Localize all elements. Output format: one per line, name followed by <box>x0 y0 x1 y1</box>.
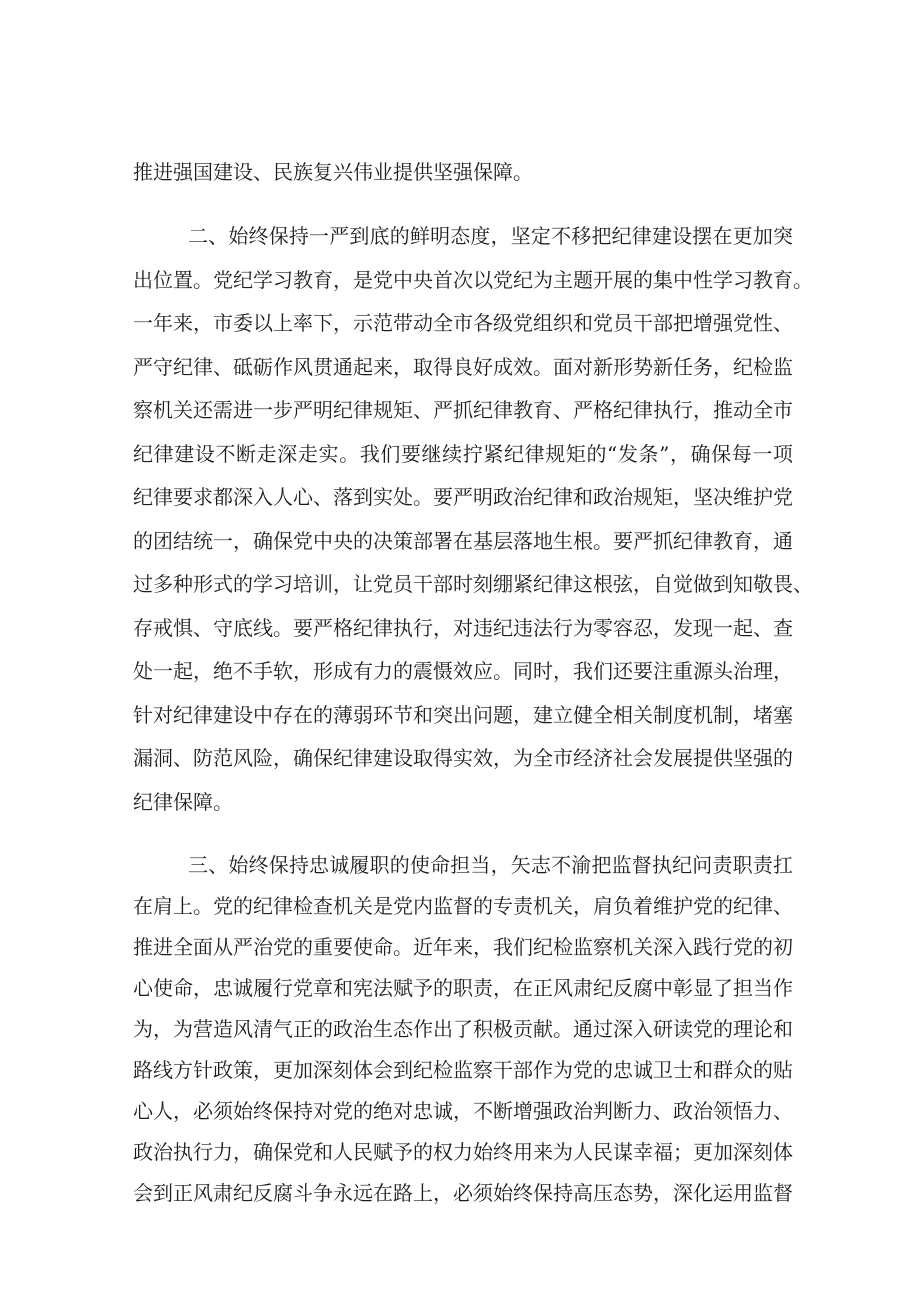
text-line: 的团结统一，确保党中央的决策部署在基层落地生根。要严抓纪律教育，通 <box>133 529 793 553</box>
text-line: 存戒惧、守底线。要严格纪律执行，对违纪违法行为零容忍，发现一起、查 <box>133 616 793 640</box>
text-line: 一年来，市委以上率下，示范带动全市各级党组织和党员干部把增强党性、 <box>133 311 793 335</box>
text-line: 察机关还需进一步严明纪律规矩、严抓纪律教育、严格纪律执行，推动全市 <box>133 398 793 422</box>
section-heading-line: 三、始终保持忠诚履职的使命担当，矢志不渝把监督执纪问责职责扛 <box>188 853 793 877</box>
text-line: 纪律建设不断走深走实。我们要继续拧紧纪律规矩的“发条”，确保每一项 <box>133 442 793 466</box>
text-line: 纪律要求都深入人心、落到实处。要严明政治纪律和政治规矩，坚决维护党 <box>133 485 793 509</box>
text-line: 政治执行力，确保党和人民赋予的权力始终用来为人民谋幸福；更加深刻体 <box>133 1140 793 1164</box>
section-heading-line: 二、始终保持一严到底的鲜明态度，坚定不移把纪律建设摆在更加突 <box>188 224 793 248</box>
text-line: 心使命，忠诚履行党章和宪法赋予的职责，在正风肃纪反腐中彰显了担当作 <box>133 976 793 1000</box>
text-line: 纪律保障。 <box>133 790 233 814</box>
text-line: 推进强国建设、民族复兴伟业提供坚强保障。 <box>133 160 533 184</box>
text-line: 为，为营造风清气正的政治生态作出了积极贡献。通过深入研读党的理论和 <box>133 1017 793 1041</box>
text-line: 会到正风肃纪反腐斗争永远在路上，必须始终保持高压态势，深化运用监督 <box>133 1181 793 1205</box>
text-line: 心人，必须始终保持对党的绝对忠诚，不断增强政治判断力、政治领悟力、 <box>133 1099 793 1123</box>
text-line: 针对纪律建设中存在的薄弱环节和突出问题，建立健全相关制度机制，堵塞 <box>133 703 793 727</box>
text-line: 出位置。党纪学习教育，是党中央首次以党纪为主题开展的集中性学习教育。 <box>133 268 813 292</box>
text-line: 在肩上。党的纪律检查机关是党内监督的专责机关，肩负着维护党的纪律、 <box>133 894 793 918</box>
text-line: 过多种形式的学习培训，让党员干部时刻绷紧纪律这根弦，自觉做到知敬畏、 <box>133 572 813 596</box>
text-line: 严守纪律、砥砺作风贯通起来，取得良好成效。面对新形势新任务，纪检监 <box>133 355 793 379</box>
text-line: 处一起，绝不手软，形成有力的震慑效应。同时，我们还要注重源头治理， <box>133 659 793 683</box>
text-line: 漏洞、防范风险，确保纪律建设取得实效，为全市经济社会发展提供坚强的 <box>133 746 793 770</box>
text-line: 推进全面从严治党的重要使命。近年来，我们纪检监察机关深入践行党的初 <box>133 935 793 959</box>
text-line: 路线方针政策，更加深刻体会到纪检监察干部作为党的忠诚卫士和群众的贴 <box>133 1058 793 1082</box>
